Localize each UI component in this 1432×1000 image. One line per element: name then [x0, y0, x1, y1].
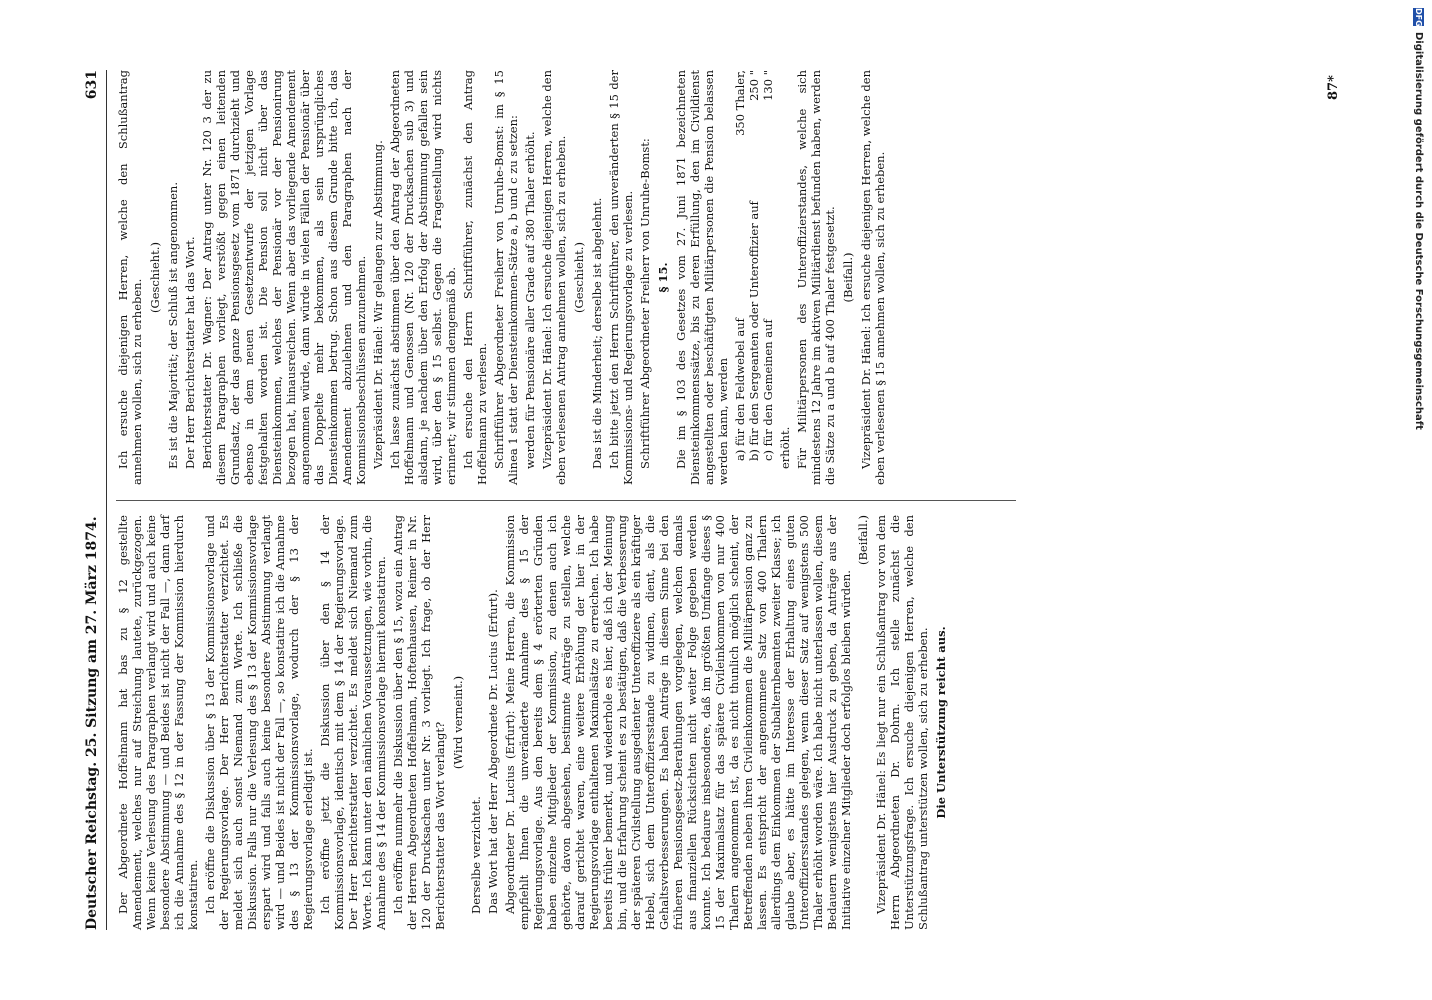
list-item-label: a) für den Feldwebel auf	[733, 318, 747, 461]
page-number: 631	[84, 70, 100, 100]
paragraph: Ich ersuche den Herrn Schriftführer, zunächst den Antrag Hoffelmann zu verlesen.	[461, 70, 489, 485]
list-item-label: b) für den Sergeanten oder Unteroffizier auf	[747, 201, 761, 461]
paragraph: Vizepräsident Dr. Hänel: Wir gelangen zur Abstimmung.	[371, 140, 385, 469]
digitization-text: Digitalisierung gefördert durch die Deutsche Forschungsgemeinschaft	[1413, 32, 1425, 430]
paragraph: Vizepräsident Dr. Hänel: Ich ersuche diejenigen Herren, welche den eben verlesenen Antrag annehmen wollen, sich zu erheben.	[540, 70, 568, 485]
paragraph: Derselbe verzichtet.	[469, 796, 483, 914]
paragraph: Für Militärpersonen des Unteroffizierstandes, welche sich mindestens 12 Jahre im aktiven Militärdienst befunden haben, werden die Sätze zu a und b auf 400 Thaler festgesetzt.	[795, 70, 837, 485]
right-column	[116, 70, 890, 485]
left-column	[116, 515, 952, 930]
paragraph: Schriftführer Abgeordneter Freiherr von Unruhe-Bomst:	[638, 138, 652, 469]
paragraph: Ich lasse zunächst abstimmen über den Antrag der Abgeordneten Hoffelmann und Genossen (Nr. 120 der Drucksachen sub 3) und alsdann, je nachdem über den Erfolg der Abstimmung gefallen sein wird, über den § 15 selbst. Gegen die Fragestellung wird nichts erinnert; wir stimmen demgemäß ab.	[388, 70, 458, 485]
pension-list	[733, 70, 775, 461]
digitization-note	[1412, 8, 1426, 988]
list-item	[733, 70, 747, 461]
paragraph: Ich ersuche diejenigen Herren, welche den Schlußantrag annehmen wollen, sich zu erheben.	[116, 70, 144, 485]
paragraph: Vizepräsident Dr. Hänel: Es liegt nur ein Schlußantrag vor von dem Herrn Abgeordneten Dr. Dohrn. Ich stelle zunächst die Unterstützungsfrage. Ich ersuche diejenigen Herren, welche den Schlußantrag unterstützen wollen, sich zu erheben.	[874, 515, 930, 930]
interjection: (Beifall.)	[841, 252, 855, 303]
paragraph: Das ist die Minderheit; derselbe ist abgelehnt.	[590, 197, 604, 469]
paragraph: Ich eröffne jetzt die Diskussion über den § 14 der Kommissionsvorlage, identisch mit dem § 14 der Regierungsvorlage. Der Herr Berichterstatter verzichtet. Es meldet sich Niemand zum Worte. Ich kann unter den nämlichen Voraussetzungen, wie vorhin, die Annahme des § 14 der Kommissionsvorlage hiermit konstatiren.	[318, 515, 388, 930]
interjection: (Geschieht.)	[572, 242, 586, 313]
paragraph: Die im § 103 des Gesetzes vom 27. Juni 1871 bezeichneten Diensteinkommenssätze, bis zu deren Erfüllung, den im Civildienst angestellten oder beschäftigten Militärpersonen die Pension belassen werden kann, werden	[674, 70, 730, 485]
paragraph: Das Wort hat der Herr Abgeordnete Dr. Lucius (Erfurt).	[486, 589, 500, 914]
list-item-value: 250 "	[747, 70, 761, 101]
paragraph: Vizepräsident Dr. Hänel: Ich ersuche diejenigen Herren, welche den eben verlesenen § 15 annehmen wollen, sich zu erheben.	[859, 70, 887, 485]
paragraph: Schriftführer Abgeordneter Freiherr von Unruhe-Bomst: im § 15 Alinea 1 statt der Diensteinkommen-Sätze a, b und c zu setzen:	[492, 70, 520, 485]
dfg-logo: DFG	[1414, 8, 1424, 27]
interjection: (Beifall.)	[856, 515, 870, 566]
paragraph: werden für Pensionäre aller Grade auf 380 Thaler erhöht.	[523, 131, 537, 469]
paragraph: Ich eröffne die Diskussion über § 13 der Kommissionsvorlage und der Regierungsvorlage. Der Herr Berichterstatter verzichtet. Es meldet sich auch sonst Niemand zum Worte. Ich schließe die Diskussion. Falls nur die Verlesung des § 13 der Kommissionsvorlage erspart wird und falls auch keine besondere Abstimmung verlangt wird — und Beides ist nicht der Fall —, so konstatire ich die Annahme des § 13 der Kommissionsvorlage, wodurch der § 13 der Regierungsvorlage erledigt ist.	[203, 515, 315, 930]
page-header	[84, 70, 107, 930]
list-item-label: c) für den Gemeinen auf	[761, 319, 775, 461]
list-item-value: 130 "	[761, 70, 775, 101]
paragraph: Der Herr Berichterstatter hat das Wort.	[183, 236, 197, 469]
paragraph: Berichterstatter Dr. Wagner: Der Antrag unter Nr. 120 3 der zu diesem Paragraphen vorliegt, verstößt gegen einen leitenden Grundsatz, der das ganze Pensionsgesetz vom 1871 durchzieht und ebenso in dem neuen Gesetzentwurfe der jetzigen Vorlage festgehalten worden ist. Die Pension soll nicht über das Diensteinkommen, welches der Pensionär vor der Pensionirung bezogen hat, hinausreichen. Wenn aber das vorliegende Amendement angenommen würde, dann würde in vielen Fällen der Pensionär über das Doppelte mehr bekommen, als sein ursprüngliches Diensteinkommen betrug. Schon aus diesem Grunde bitte ich, das Amendement abzulehnen und den Paragraphen nach der Kommissionsbeschlüssen anzunehmen.	[200, 70, 368, 485]
paragraph: Ich bitte jetzt den Herrn Schriftführer, den unveränderten § 15 der Kommissions- und Regierungsvorlage zu verlesen.	[607, 70, 635, 485]
page-signature: 87*	[1326, 75, 1341, 100]
paragraph: Es ist die Majorität; der Schluß ist angenommen.	[166, 182, 180, 469]
list-item	[761, 70, 775, 461]
column-divider	[116, 500, 1016, 501]
list-item	[747, 70, 761, 461]
interjection: (Wird verneint.)	[451, 675, 465, 770]
paragraph: Der Abgeordnete Hoffelmann hat bas zu § 12 gestellte Amendement, welches nur auf Streichung lautete, zurückgezogen. Wenn keine Verlesung des Paragraphen verlangt wird und auch keine besondere Abstimmung — und Beides ist nicht der Fall —, dann darf ich die Annahme des § 12 in der Fassung der Kommission hierdurch konstatiren.	[116, 515, 200, 930]
portrait-page	[66, 20, 1366, 980]
paragraph: Ich eröffne nunmehr die Diskussion über den § 15, wozu ein Antrag der Herren Abgeordneten Hoffelmann, Hoftenhausen, Reimer in Nr. 120 der Drucksachen unter Nr. 3 vorliegt. Ich frage, ob der Herr Berichterstatter das Wort verlangt?	[391, 515, 447, 930]
paragraph: erhöht.	[778, 426, 792, 469]
section-heading: § 15.	[656, 262, 670, 293]
closing-line: Die Unterstützung reicht aus.	[934, 626, 948, 819]
list-item-value: 350 Thaler,	[733, 70, 747, 136]
interjection: (Geschieht.)	[148, 242, 162, 313]
paragraph: Abgeordneter Dr. Lucius (Erfurt): Meine Herren, die Kommission empfiehlt Ihnen die unveränderte Annahme des § 15 der Regierungsvorlage. Aus den bereits dem § 4 erörterten Gründen haben einzelne Mitglieder der Kommission, zu denen auch ich gehörte, davon abgesehen, bestimmte Anträge zu stellen, welche darauf gerichtet waren, eine weitere Erhöhung der hier in der Regierungsvorlage enthaltenen Maximalsätze zu erreichen. Ich habe bereits früher bemerkt, und wiederhole es hier, daß ich der Meinung bin, und die Erfahrung scheint es zu bestätigen, daß die Verbesserung der späteren Civilstellung ausgedienter Unteroffiziere als ein kräftiger Hebel, sich dem Unteroffiziersstande zu widmen, dient, als die Gehaltsverbesserungen. Es haben Anträge in diesem Sinne bei den früheren Pensionsgesetz-Berathungen vorgelegen, welchen damals aus finanziellen Rücksichten nicht weiter Folge gegeben werden konnte. Ich bedaure insbesondere, daß im größten Umfange dieses § 15 der Maximalsatz für das spätere Civileinkommen von nur 400 Thalern angenommen ist, da es nicht thunlich möglich scheint, der Betreffenden neben ihren Civileinkommen die Militärpension ganz zu lassen. Es entspricht der angenommene Satz von 400 Thalern allerdings dem Einkommen der Subalternbeamten zweiter Klasse; ich glaube aber, es hätte im Interesse der Erhaltung eines guten Unteroffiziersstandes gelegen, wenn dieser Satz auf wenigstens 500 Thaler erhöht worden wäre. Ich habe nicht unterlassen wollen, diesem Bedauern wenigstens hier Ausdruck zu geben, da Anträge aus der Initiative einzelner Mitglieder doch erfolglos bleiben würden.	[503, 515, 853, 930]
page-title: Deutscher Reichstag. 25. Sitzung am 27. März 1874.	[84, 516, 100, 930]
